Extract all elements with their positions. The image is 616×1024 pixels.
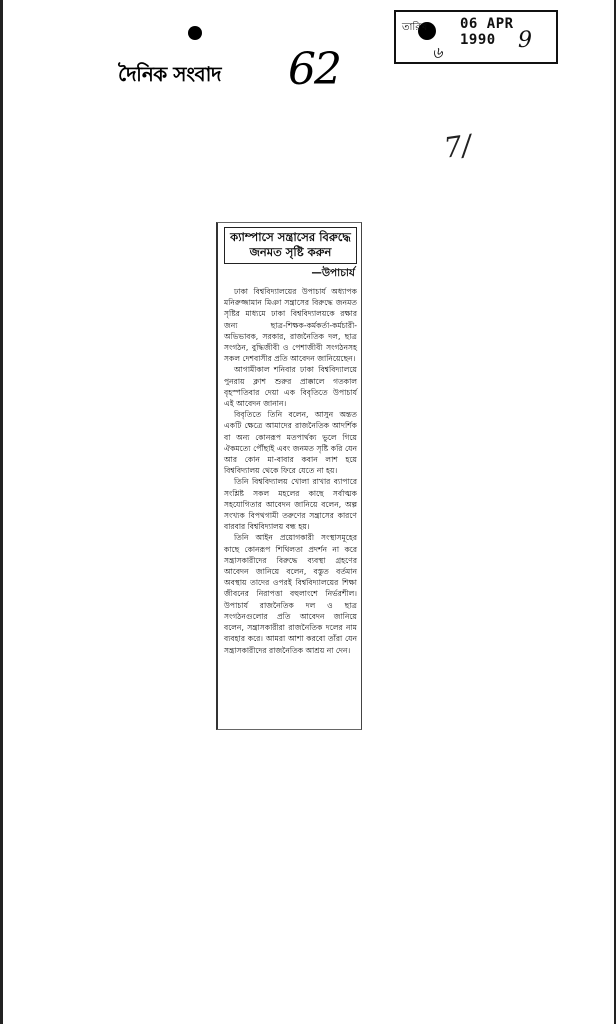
stamp-date: 06 APR 1990 (460, 16, 514, 48)
headline-box (224, 227, 357, 264)
newspaper-clipping (216, 222, 362, 730)
article-paragraph: আগামীকাল শনিবার ঢাকা বিশ্ববিদ্যালয়ে পুনরায় ক্লাশ শুরুর প্রাক্কালে গতকাল বৃহস্পতিবার দেয়া এক বিবৃতিতে উপাচার্য এই আবেদন জানান। (224, 365, 357, 409)
stamp-handwritten-right: 9 (518, 28, 532, 53)
handwritten-page-number: 62 (288, 44, 340, 95)
byline: —উপাচার্য (311, 267, 355, 279)
pencil-annotation: 7/ (441, 128, 474, 165)
article-paragraph: বিবৃতিতে তিনি বলেন, আসুন অন্তত একটি ক্ষেত্রে আমাদের রাজনৈতিক আদর্শিক বা অন্য কোনরূপ মতপার্থক্য ভুলে গিয়ে ঐকমত্যে পৌঁছাই এবং জনমত সৃষ্টি করি যেন আর কোন মা-বাবার কবান লাশ হয়ে বিশ্ববিদ্যালয় থেকে ফিরে যেতে না হয়। (224, 410, 357, 476)
scan-edge-left (0, 0, 3, 1024)
newspaper-masthead: দৈনিক সংবাদ (118, 62, 221, 86)
article-paragraph: তিনি বিশ্ববিদ্যালয় খোলা রাখার ব্যাপারে সংশ্লিষ্ট সকল মহলের কাছে সর্বাত্মক সহযোগিতার আবেদন জানিয়ে বলেন, অল্প সংখ্যক বিপথগামী তরুণের সন্ত্রাসের কারণে বারবার বিশ্ববিদ্যালয় বন্ধ হয়। (224, 477, 357, 532)
stamp-label: তারিখ (402, 22, 428, 33)
date-stamp (394, 10, 558, 64)
article-paragraph: তিনি আইন প্রয়োগকারী সংস্থাসমূহের কাছে কোনরূপ শিথিলতা প্রদর্শন না করে সন্ত্রাসকারীদের বিরুদ্ধে ব্যবস্থা গ্রহণের আবেদন জানিয়ে বলেন, বস্তুত বর্তমান অবস্থায় তাদের ওপরই বিশ্ববিদ্যালয়ের শিক্ষা জীবনের নিরাপত্তা বহুলাংশে নির্ভরশীল। উপাচার্য রাজনৈতিক দল ও ছাত্র সংগঠনগুলোর প্রতি আবেদন জানিয়ে বলেন, সন্ত্রাসকারীরা রাজনৈতিক দলের নাম ব্যবহার করে। আমরা আশা করবো তাঁরা যেন সন্ত্রাসকারীদের রাজনৈতিক আশ্রয় না দেন। (224, 533, 357, 655)
headline-line-2: জনমত সৃষ্টি করুন (249, 245, 332, 259)
article-paragraph: ঢাকা বিশ্ববিদ্যালয়ের উপাচার্য অধ্যাপক মনিরুজ্জামান মিঞা সন্ত্রাসের বিরুদ্ধে জনমত সৃষ্টির মাধ্যমে ঢাকা বিশ্ববিদ্যালয়কে রক্ষার জন্য ছাত্র-শিক্ষক-কর্মকর্তা-কর্মচারী-অভিভাবক, সরকার, রাজনৈতিক দল, ছাত্র সংগঠন, বুদ্ধিজীবী ও পেশাজীবী সংগঠনসহ সকল দেশবাসীর প্রতি আবেদন জানিয়েছেন। (224, 287, 357, 364)
stamp-handwritten-left: ৬ (432, 43, 443, 62)
headline-line-1: ক্যাম্পাসে সন্ত্রাসের বিরুদ্ধে (230, 230, 351, 244)
punch-hole-mark (188, 26, 202, 40)
